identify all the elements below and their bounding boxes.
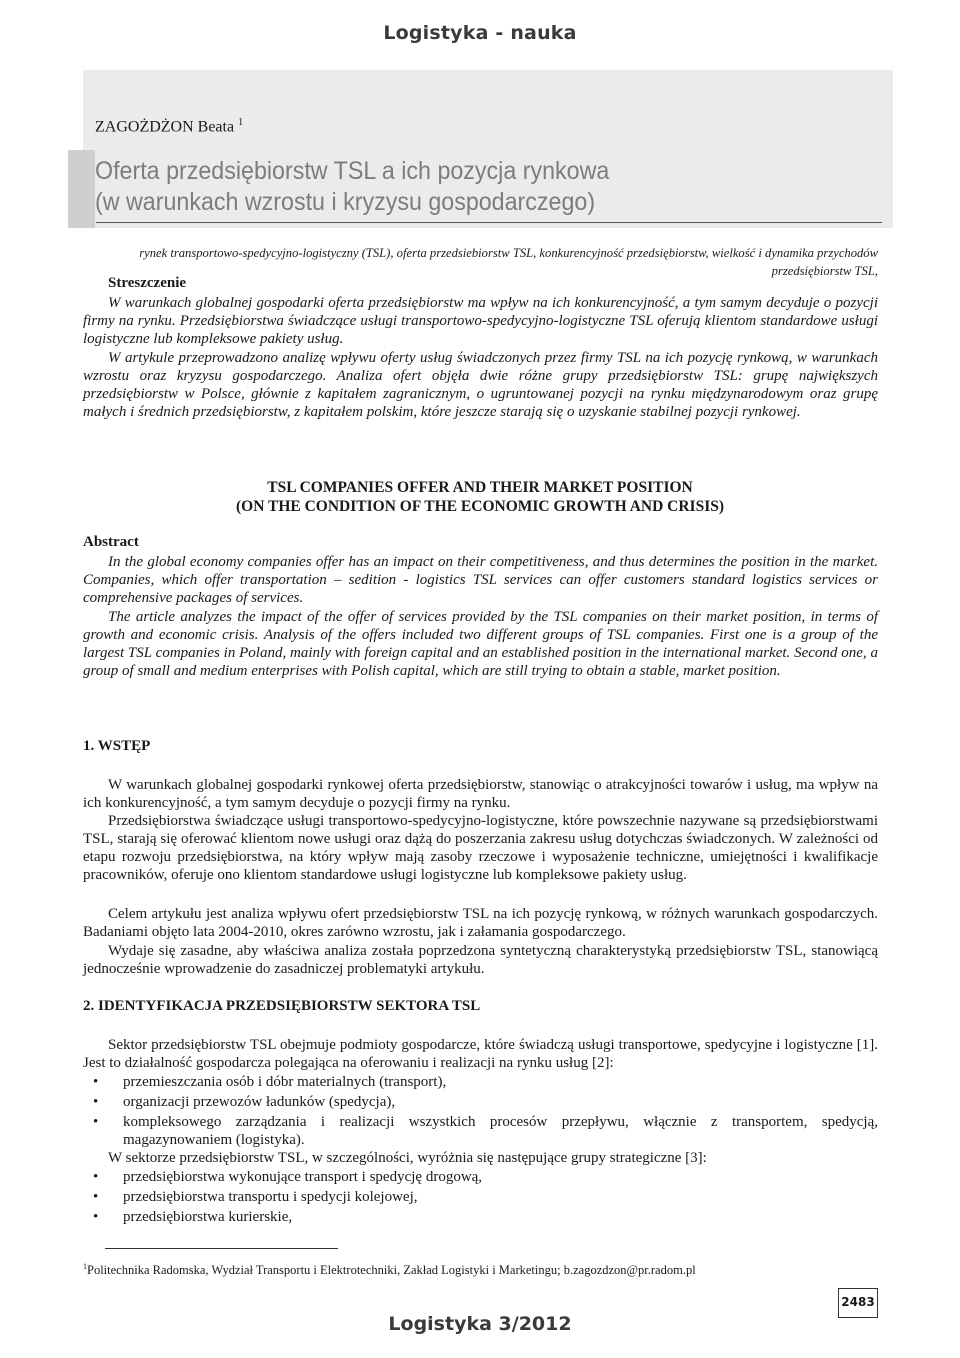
journal-header: Logistyka - nauka [383, 22, 577, 44]
section1-paragraph-1: W warunkach globalnej gospodarki rynkowej oferta przedsiębiorstw, stanowiąc o atrakcyjności towarów i usług, ma wpływ na ich konkurencyjność, a tym samym decyduje o pozycji firmy na rynku. [83, 777, 878, 811]
english-title-line2: (ON THE CONDITION OF THE ECONOMIC GROWTH AND CRISIS) [235, 498, 725, 515]
bullet-icon: • [93, 1114, 99, 1130]
article-title [95, 156, 609, 218]
section1-paragraph-4: Wydaje się zasadne, aby właściwa analiza została poprzedzona syntetyczną charakterystyką przedsiębiorstw TSL, stanowiącą jednocześnie wprowadzenie do zasadniczej problematyki artykułu. [83, 943, 878, 977]
list-item-text: przedsiębiorstwa wykonujące transport i spedycję drogową, [123, 1169, 483, 1185]
section1-heading: 1. WSTĘP [83, 738, 151, 754]
bullet-icon: • [93, 1074, 99, 1090]
abstract-paragraph-1: In the global economy companies offer has an impact on their competitiveness, and thus determines the position in the market. Companies, which offer transportation – sedition - logistics TSL services can offer customers standard logistics services or comprehensive packages of services. [83, 554, 878, 606]
list-item-text: przemieszczania osób i dóbr materialnych (transport), [123, 1074, 447, 1090]
keywords-line1: rynek transportowo-spedycyjno-logistyczny (TSL), oferta przedsiebiorstw TSL, konkurencyjność przedsiębiorstw, wielkość i dynamika przychodów [139, 246, 878, 260]
keywords-line2: przedsiębiorstw TSL, [771, 264, 878, 278]
section1-paragraph-2: Przedsiębiorstwa świadczące usługi transportowo-spedycyjno-logistyczne, które powszechnie nazywane są przedsiębiorstwami TSL, starają się oferować klientom nowe usługi oraz dążą do poszerzania zakresu usług dotychczas świadczonych. W zależności od etapu rozwoju przedsiębiorstwa, na który wpływ mają zasoby rzeczowe i wyposażenie techniczne, umiejętności i kwalifikacje pracowników, oferuje ono klientom standardowe usługi logistyczne lub kompleksowe pakiety usług. [83, 813, 878, 883]
bullet-icon: • [93, 1169, 99, 1185]
footnote-mark: 1 [83, 1262, 87, 1271]
english-title [0, 478, 960, 516]
section2-paragraph-2: W sektorze przedsiębiorstw TSL, w szczególności, wyróżnia się następujące grupy strategiczne [3]: [108, 1150, 707, 1166]
strategic-groups-list [83, 1168, 878, 1228]
journal-footer: Logistyka 3/2012 [388, 1313, 572, 1335]
author-name [95, 117, 243, 136]
title-accent-block [68, 150, 95, 228]
section2-paragraph-1: Sektor przedsiębiorstw TSL obejmuje podmioty gospodarcze, które świadczą usługi transportowe, spedycyjne i logistyczne [1]. Jest to działalność gospodarcza polegająca na oferowaniu i realizacji na rynku usług [2]: [83, 1037, 878, 1071]
list-item [83, 1093, 878, 1111]
footnote [83, 1262, 696, 1278]
list-item-text: organizacji przewozów ładunków (spedycja), [123, 1094, 396, 1110]
service-list [83, 1073, 878, 1151]
list-item [83, 1073, 878, 1091]
list-item-text: przedsiębiorstwa transportu i spedycji kolejowej, [123, 1189, 418, 1205]
bullet-icon: • [93, 1189, 99, 1205]
list-item-text: przedsiębiorstwa kurierskie, [123, 1209, 293, 1225]
list-item [83, 1168, 878, 1186]
english-title-line1: TSL COMPANIES OFFER AND THEIR MARKET POSITION [267, 479, 693, 496]
streszczenie-paragraph-1: W warunkach globalnej gospodarki oferta przedsiębiorstw ma wpływ na ich konkurencyjność, a tym samym decyduje o pozycji firmy na rynku. Przedsiębiorstwa świadczące usługi transportowo-spedycyjno-logistyczne TSL oferują klientom standardowe usługi logistyczne lub kompleksowe pakiety usług. [83, 295, 878, 347]
author-name-text: ZAGOŻDŻON Beata [95, 118, 235, 136]
bullet-icon: • [93, 1094, 99, 1110]
streszczenie-paragraph-2: W artykule przeprowadzono analizę wpływu oferty usług świadczonych przez firmy TSL na ich pozycję rynkową, w warunkach wzrostu oraz kryzysu gospodarczego. Analiza ofert objęła dwie różne grupy przedsiębiorstw TSL: grupę największych przedsiębiorstw w Polsce, głównie z kapitałem zagranicznym, o ugruntowanej pozycji na rynku międzynarodowym oraz grupę małych i średnich przedsiębiorstw, z kapitałem polskim, które jeszcze starają się o uzyskanie stabilnej pozycji rynkowej. [83, 350, 878, 420]
author-footnote-mark: 1 [238, 117, 244, 128]
section2-heading: 2. IDENTYFIKACJA PRZEDSIĘBIORSTW SEKTORA TSL [83, 998, 481, 1014]
bullet-icon: • [93, 1209, 99, 1225]
footnote-text: Politechnika Radomska, Wydział Transportu i Elektrotechniki, Zakład Logistyki i Marketingu; b.zagozdzon@pr.radom.pl [87, 1263, 696, 1278]
list-item [83, 1188, 878, 1206]
list-item [83, 1113, 878, 1149]
streszczenie-heading: Streszczenie [108, 275, 187, 291]
article-title-line2: (w warunkach wzrostu i kryzysu gospodarczego) [95, 188, 596, 216]
list-item-text: kompleksowego zarządzania i realizacji wszystkich procesów przepływu, włącznie z transportem, spedycją, magazynowaniem (logistyka). [123, 1114, 878, 1148]
footnote-rule [105, 1248, 338, 1249]
section1-paragraph-3: Celem artykułu jest analiza wpływu ofert przedsiębiorstw TSL na ich pozycję rynkową, w różnych warunkach gospodarczych. Badaniami objęto lata 2004-2010, okres zarówno wzrostu, jak i załamania gospodarczego. [83, 906, 878, 940]
list-item [83, 1208, 878, 1226]
abstract-heading: Abstract [83, 534, 139, 550]
title-rule [96, 222, 882, 223]
abstract-paragraph-2: The article analyzes the impact of the offer of services provided by the TSL companies on their market position, in terms of growth and economic crisis. Analysis of the offers included two different groups of TSL companies. First one is a group of the largest TSL companies in Poland, mainly with foreign capital and an established position in the international market. Second one, a group of small and medium enterprises with Polish capital, which are still trying to obtain a stable, market position. [83, 609, 878, 679]
article-title-line1: Oferta przedsiębiorstw TSL a ich pozycja rynkowa [95, 157, 610, 185]
keywords [115, 244, 878, 280]
page-number: 2483 [838, 1288, 878, 1318]
